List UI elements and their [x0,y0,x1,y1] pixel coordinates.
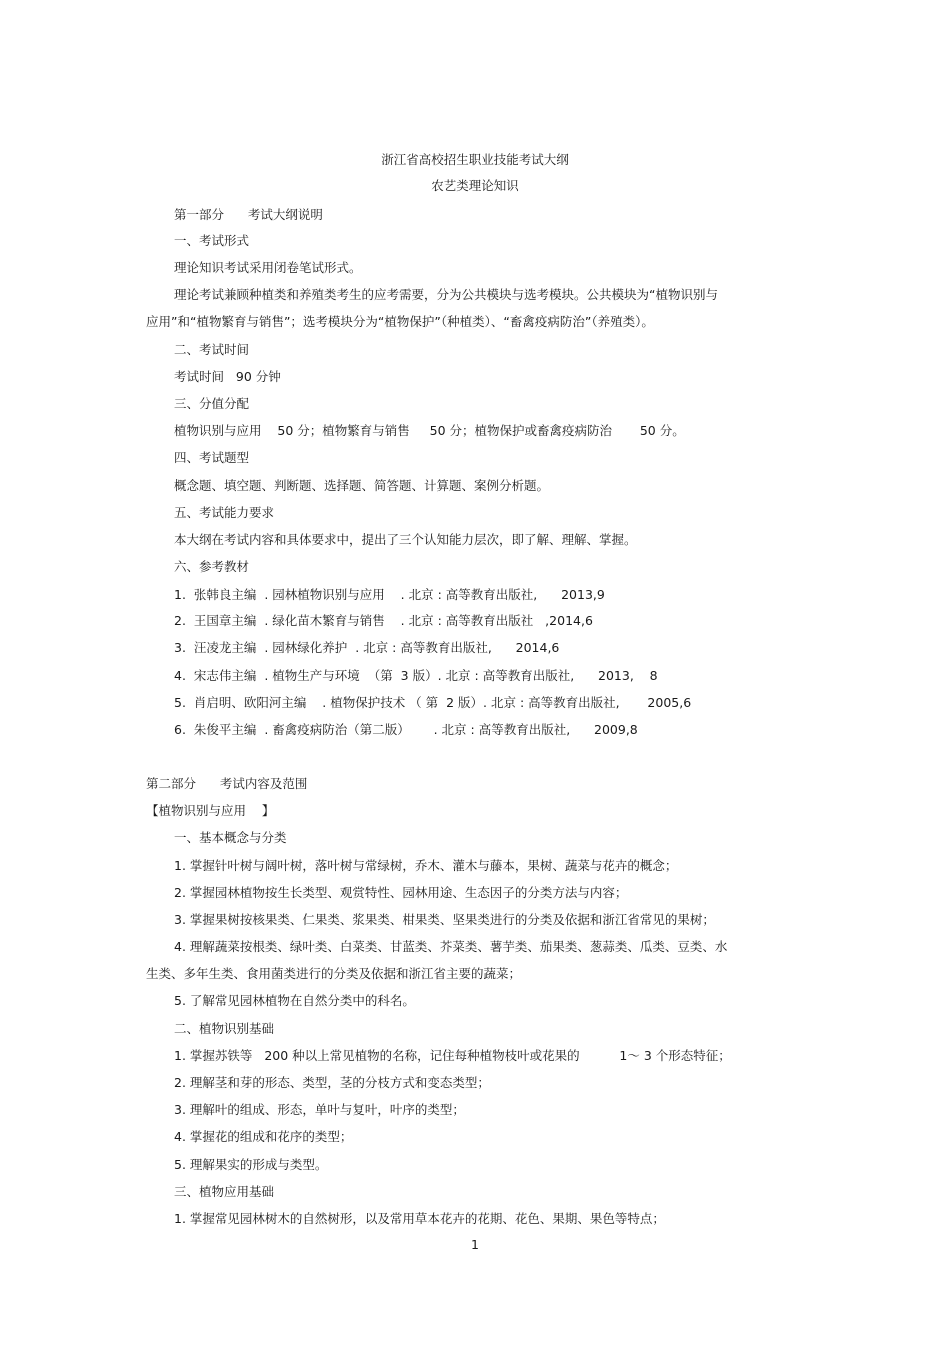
section-text: 考试时间 90 分钟 [174,369,281,384]
module-heading: 【植物识别与应用 】 [146,803,275,818]
part2-heading: 第二部分 考试内容及范围 [146,776,308,791]
section-heading: 二、考试时间 [174,342,250,357]
reference-item: 2. 王国章主编 . 绿化苗木繁育与销售 . 北京 : 高等教育出版社 ,2014,6 [174,613,593,628]
reference-item: 6. 朱俊平主编 . 畜禽疫病防治（第二版） . 北京 : 高等教育出版社, 2009,8 [174,722,638,737]
section-heading: 三、植物应用基础 [174,1184,275,1199]
document-subtitle: 农艺类理论知识 [431,178,519,193]
section-heading: 一、基本概念与分类 [174,830,287,845]
section-text: 本大纲在考试内容和具体要求中，提出了三个认知能力层次，即了解、理解、掌握。 [174,532,637,547]
reference-item: 3. 汪凌龙主编 . 园林绿化养护 . 北京 : 高等教育出版社, 2014,6 [174,640,560,655]
list-item: 4. 掌握花的组成和花序的类型； [174,1129,353,1144]
list-item: 生类、多年生类、食用菌类进行的分类及依据和浙江省主要的蔬菜； [146,966,522,981]
part1-heading: 第一部分 考试大纲说明 [174,207,323,222]
reference-item: 1. 张韩良主编 . 园林植物识别与应用 . 北京 : 高等教育出版社, 2013,9 [174,587,605,602]
section-heading: 五、考试能力要求 [174,505,275,520]
section-paragraph: 理论考试兼顾种植类和养殖类考生的应考需要，分为公共模块与选考模块。公共模块为“植物识别与 [174,287,718,302]
section-heading: 四、考试题型 [174,450,250,465]
section-heading: 二、植物识别基础 [174,1021,275,1036]
section-heading: 一、考试形式 [174,233,250,248]
list-item: 2. 理解茎和芽的形态、类型，茎的分枝方式和变态类型； [174,1075,490,1090]
list-item: 3. 掌握果树按核果类、仁果类、浆果类、柑果类、坚果类进行的分类及依据和浙江省常见的果树； [174,912,715,927]
section-heading: 六、参考教材 [174,559,250,574]
list-item: 1. 掌握苏铁等 200 种以上常见植物的名称，记住每种植物枝叶或花果的 1～ 3 个形态特征； [174,1048,731,1063]
section-text: 植物识别与应用 50 分；植物繁育与销售 50 分；植物保护或畜禽疫病防治 50 分。 [174,423,685,438]
section-paragraph: 应用”和“植物繁育与销售”；选考模块分为“植物保护”（种植类）、“畜禽疫病防治”（养殖类）。 [146,314,654,329]
list-item: 4. 理解蔬菜按根类、绿叶类、白菜类、甘蓝类、芥菜类、薯芋类、茄果类、葱蒜类、瓜类、豆类、水 [174,939,728,954]
reference-item: 5. 肖启明、欧阳河主编 . 植物保护技术 （ 第 2 版）. 北京 : 高等教育出版社, 2005,6 [174,695,692,710]
list-item: 1. 掌握常见园林树木的自然树形，以及常用草本花卉的花期、花色、果期、果色等特点； [174,1211,665,1226]
reference-item: 4. 宋志伟主编 . 植物生产与环境 （第 3 版）. 北京 : 高等教育出版社, 2013, 8 [174,668,658,683]
document-title: 浙江省高校招生职业技能考试大纲 [381,152,569,167]
list-item: 3. 理解叶的组成、形态，单叶与复叶，叶序的类型； [174,1102,465,1117]
section-heading: 三、分值分配 [174,396,250,411]
list-item: 5. 理解果实的形成与类型。 [174,1157,328,1172]
list-item: 1. 掌握针叶树与阔叶树，落叶树与常绿树，乔木、灌木与藤本，果树、蔬菜与花卉的概念； [174,858,678,873]
section-text: 理论知识考试采用闭卷笔试形式。 [174,260,362,275]
section-text: 概念题、填空题、判断题、选择题、简答题、计算题、案例分析题。 [174,478,550,493]
list-item: 5. 了解常见园林植物在自然分类中的科名。 [174,993,415,1008]
page-number: 1 [471,1237,479,1252]
list-item: 2. 掌握园林植物按生长类型、观赏特性、园林用途、生态因子的分类方法与内容； [174,885,628,900]
